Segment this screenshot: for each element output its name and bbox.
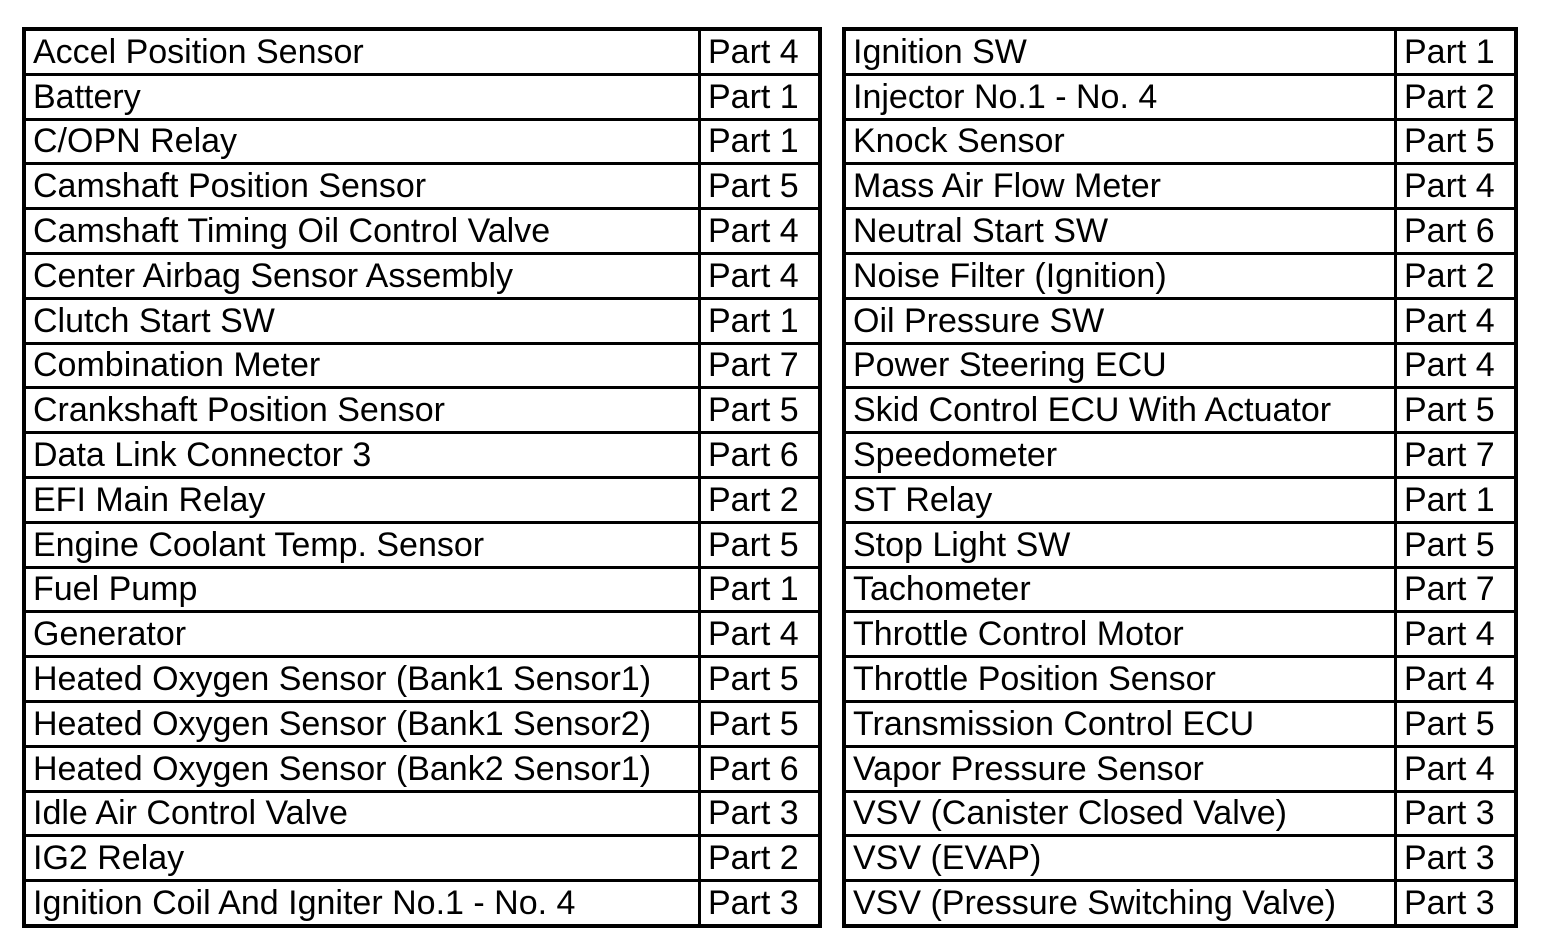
table-row: [26, 342, 818, 387]
component-name-cell: Heated Oxygen Sensor (Bank2 Sensor1): [26, 748, 701, 790]
table-row: [846, 790, 1514, 835]
part-number-cell: Part 5: [708, 167, 799, 206]
table-row: [846, 207, 1514, 252]
component-name-cell: Combination Meter: [26, 345, 701, 387]
component-name-cell: Idle Air Control Valve: [26, 793, 701, 835]
right-component-table: [842, 27, 1518, 928]
component-name-cell: Engine Coolant Temp. Sensor: [26, 524, 701, 566]
component-name-cell: EFI Main Relay: [26, 479, 701, 521]
component-name-cell: Power Steering ECU: [846, 345, 1397, 387]
component-name-cell: Battery: [26, 76, 701, 118]
table-row: [26, 610, 818, 655]
table-row: [846, 297, 1514, 342]
component-name-cell: Injector No.1 - No. 4: [846, 76, 1397, 118]
part-number-cell: Part 7: [1404, 570, 1495, 609]
part-number-cell: Part 2: [708, 480, 799, 519]
table-row: [26, 566, 818, 611]
component-name-cell: Clutch Start SW: [26, 300, 701, 342]
table-row: [846, 655, 1514, 700]
table-row: [26, 790, 818, 835]
table-row: [846, 252, 1514, 297]
part-number-cell: Part 2: [708, 839, 799, 878]
part-number-cell: Part 3: [1404, 794, 1495, 833]
table-row: [26, 162, 818, 207]
part-number-cell: Part 5: [1404, 704, 1495, 743]
part-number-cell: Part 4: [1404, 660, 1495, 699]
table-row: [26, 252, 818, 297]
part-number-cell: Part 5: [1404, 122, 1495, 161]
component-name-cell: ST Relay: [846, 479, 1397, 521]
part-number-cell: Part 7: [1404, 436, 1495, 475]
table-row: [846, 521, 1514, 566]
part-number-cell: Part 1: [708, 122, 799, 161]
part-number-cell: Part 5: [708, 525, 799, 564]
table-row: [26, 118, 818, 163]
table-row: [26, 386, 818, 431]
table-row: [26, 207, 818, 252]
component-name-cell: Crankshaft Position Sensor: [26, 389, 701, 431]
table-row: [846, 566, 1514, 611]
component-name-cell: Knock Sensor: [846, 121, 1397, 163]
part-number-cell: Part 2: [1404, 256, 1495, 295]
part-number-cell: Part 5: [1404, 525, 1495, 564]
component-name-cell: Camshaft Position Sensor: [26, 165, 701, 207]
table-row: [26, 745, 818, 790]
table-row: [846, 745, 1514, 790]
component-name-cell: Transmission Control ECU: [846, 703, 1397, 745]
table-row: [846, 879, 1514, 924]
part-number-cell: Part 6: [708, 436, 799, 475]
part-number-cell: Part 1: [708, 570, 799, 609]
component-name-cell: Heated Oxygen Sensor (Bank1 Sensor1): [26, 658, 701, 700]
part-number-cell: Part 4: [1404, 167, 1495, 206]
part-number-cell: Part 4: [708, 212, 799, 251]
component-name-cell: Ignition SW: [846, 31, 1397, 73]
table-row: [846, 162, 1514, 207]
component-name-cell: VSV (Canister Closed Valve): [846, 793, 1397, 835]
part-number-cell: Part 6: [1404, 212, 1495, 251]
component-name-cell: Mass Air Flow Meter: [846, 165, 1397, 207]
table-row: [26, 834, 818, 879]
component-name-cell: Skid Control ECU With Actuator: [846, 389, 1397, 431]
table-row: [26, 655, 818, 700]
component-name-cell: Speedometer: [846, 434, 1397, 476]
table-row: [846, 31, 1514, 73]
part-number-cell: Part 1: [1404, 480, 1495, 519]
component-name-cell: Throttle Control Motor: [846, 613, 1397, 655]
part-number-cell: Part 4: [1404, 301, 1495, 340]
component-name-cell: C/OPN Relay: [26, 121, 701, 163]
part-number-cell: Part 5: [708, 391, 799, 430]
table-row: [26, 521, 818, 566]
component-name-cell: Accel Position Sensor: [26, 31, 701, 73]
part-number-cell: Part 3: [1404, 884, 1495, 923]
table-row: [26, 73, 818, 118]
part-number-cell: Part 5: [708, 704, 799, 743]
table-row: [26, 700, 818, 745]
part-number-cell: Part 6: [708, 749, 799, 788]
part-number-cell: Part 3: [1404, 839, 1495, 878]
part-number-cell: Part 1: [708, 301, 799, 340]
part-number-cell: Part 4: [708, 615, 799, 654]
part-number-cell: Part 4: [1404, 749, 1495, 788]
table-row: [846, 431, 1514, 476]
table-row: [846, 118, 1514, 163]
component-name-cell: Generator: [26, 613, 701, 655]
left-component-table: [22, 27, 822, 928]
component-name-cell: Camshaft Timing Oil Control Valve: [26, 210, 701, 252]
part-number-cell: Part 1: [1404, 32, 1495, 71]
component-name-cell: Oil Pressure SW: [846, 300, 1397, 342]
table-row: [846, 476, 1514, 521]
table-row: [26, 31, 818, 73]
component-name-cell: IG2 Relay: [26, 837, 701, 879]
part-number-cell: Part 4: [708, 256, 799, 295]
table-row: [846, 386, 1514, 431]
part-number-cell: Part 1: [708, 77, 799, 116]
component-name-cell: VSV (EVAP): [846, 837, 1397, 879]
part-number-cell: Part 5: [708, 660, 799, 699]
table-row: [26, 476, 818, 521]
component-name-cell: Data Link Connector 3: [26, 434, 701, 476]
component-name-cell: Center Airbag Sensor Assembly: [26, 255, 701, 297]
component-name-cell: Fuel Pump: [26, 569, 701, 611]
component-name-cell: Throttle Position Sensor: [846, 658, 1397, 700]
part-number-cell: Part 3: [708, 794, 799, 833]
table-row: [846, 342, 1514, 387]
part-number-cell: Part 4: [1404, 615, 1495, 654]
component-name-cell: Noise Filter (Ignition): [846, 255, 1397, 297]
component-name-cell: VSV (Pressure Switching Valve): [846, 882, 1397, 924]
component-name-cell: Heated Oxygen Sensor (Bank1 Sensor2): [26, 703, 701, 745]
table-row: [846, 834, 1514, 879]
table-row: [846, 700, 1514, 745]
part-number-cell: Part 2: [1404, 77, 1495, 116]
table-row: [26, 297, 818, 342]
part-number-cell: Part 4: [708, 32, 799, 71]
table-row: [846, 610, 1514, 655]
part-number-cell: Part 4: [1404, 346, 1495, 385]
table-row: [846, 73, 1514, 118]
component-name-cell: Tachometer: [846, 569, 1397, 611]
table-row: [26, 431, 818, 476]
part-number-cell: Part 3: [708, 884, 799, 923]
component-name-cell: Vapor Pressure Sensor: [846, 748, 1397, 790]
component-name-cell: Neutral Start SW: [846, 210, 1397, 252]
part-number-cell: Part 7: [708, 346, 799, 385]
table-row: [26, 879, 818, 924]
component-name-cell: Stop Light SW: [846, 524, 1397, 566]
component-name-cell: Ignition Coil And Igniter No.1 - No. 4: [26, 882, 701, 924]
part-number-cell: Part 5: [1404, 391, 1495, 430]
